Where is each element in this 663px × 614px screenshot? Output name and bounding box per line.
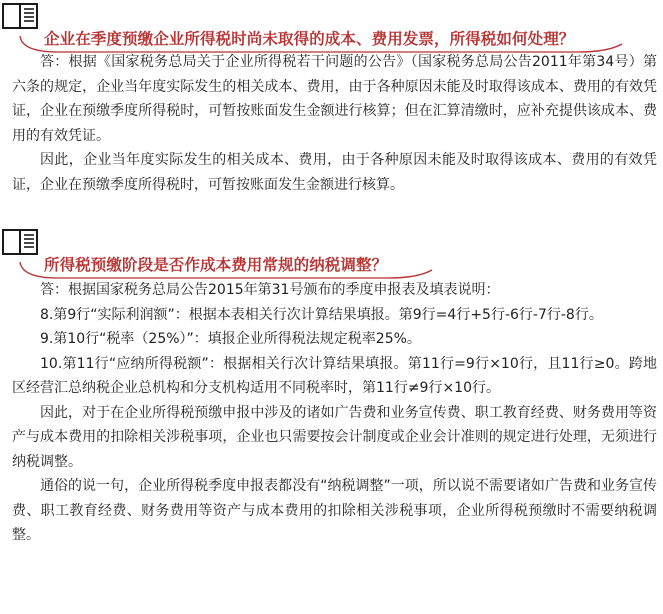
question-header	[0, 226, 663, 280]
answer-paragraph: 10.第11行“应纳所得税额”：根据相关行次计算结果填报。第11行=9行×10行，且11行≥0。跨地区经营汇总纳税企业总机构和分支机构适用不同税率时，第11行≠9行×10行。	[12, 355, 657, 396]
book-icon	[2, 229, 38, 255]
question-title: 所得税预缴阶段是否作成本费用常规的纳税调整？	[44, 256, 388, 274]
answer-body	[0, 50, 663, 197]
qa-section-1	[0, 0, 663, 201]
answer-body	[0, 278, 663, 548]
answer-paragraph: 9.第10行“税率（25%）”：填报企业所得税法规定税率25%。	[40, 331, 421, 347]
answer-paragraph: 通俗的说一句，企业所得税季度申报表都没有“纳税调整”一项，所以说不需要诸如广告费和业务宣传费、职工教育经费、财务费用等资产与成本费用的扣除相关涉税事项，企业所得税预缴时不需要纳税调整。	[12, 478, 657, 543]
answer-paragraph: 因此，对于在企业所得税预缴申报中涉及的诸如广告费和业务宣传费、职工教育经费、财务费用等资产与成本费用的扣除相关涉税事项，企业也只需要按会计制度或企业会计准则的规定进行处理，无须进行纳税调整。	[12, 404, 657, 470]
answer-paragraph: 答：根据《国家税务总局关于企业所得税若干问题的公告》（国家税务总局公告2011年第34号）第六条的规定，企业当年度实际发生的相关成本、费用，由于各种原因未能及时取得该成本、费用的有效凭证，企业在预缴季度所得税时，可暂按账面发生金额进行核算；但在汇算清缴时，应补充提供该成本、费用的有效凭证。	[12, 54, 657, 144]
question-title: 企业在季度预缴企业所得税时尚未取得的成本、费用发票，所得税如何处理？	[44, 30, 575, 48]
qa-section-2	[0, 226, 663, 550]
book-icon	[2, 3, 38, 29]
question-header	[0, 0, 663, 54]
answer-paragraph: 8.第9行“实际利润额”：根据本表相关行次计算结果填报。第9行=4行+5行-6行-7行-8行。	[40, 306, 603, 323]
answer-paragraph: 答：根据国家税务总局公告2015年第31号颁布的季度申报表及填表说明：	[40, 282, 500, 298]
answer-paragraph: 因此，企业当年度实际发生的相关成本、费用，由于各种原因未能及时取得该成本、费用的有效凭证，企业在预缴季度所得税时，可暂按账面发生金额进行核算。	[12, 152, 657, 193]
